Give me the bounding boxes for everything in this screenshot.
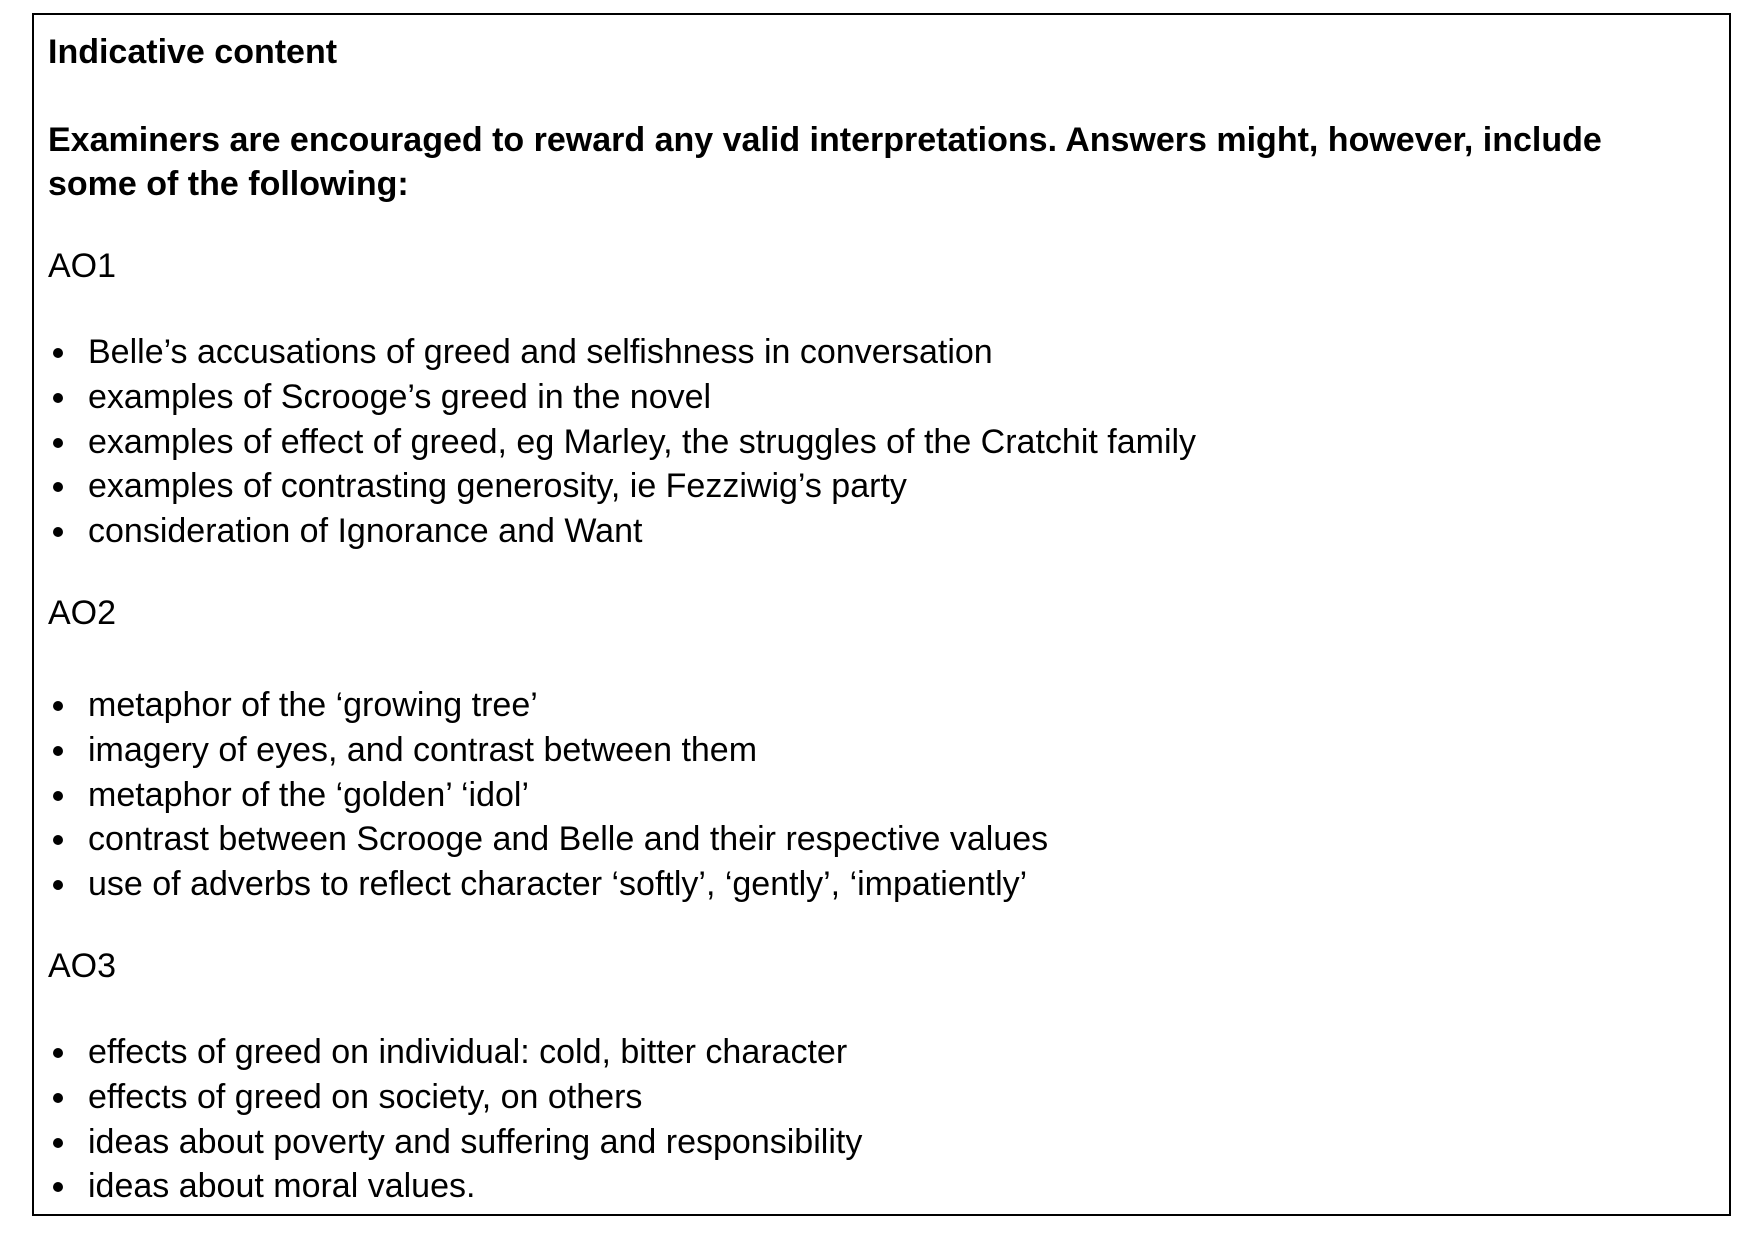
list-item: examples of effect of greed, eg Marley, the struggles of the Cratchit family [48, 420, 1196, 465]
list-item: ideas about moral values. [48, 1164, 862, 1209]
list-item: use of adverbs to reflect character ‘softly’, ‘gently’, ‘impatiently’ [48, 862, 1048, 907]
heading: Indicative content [48, 33, 338, 71]
section-label-ao1: AO1 [48, 247, 117, 285]
list-item: examples of Scrooge’s greed in the novel [48, 375, 1196, 420]
list-item: metaphor of the ‘growing tree’ [48, 683, 1048, 728]
list-item: examples of contrasting generosity, ie Fezziwig’s party [48, 464, 1196, 509]
section-label-ao2: AO2 [48, 594, 117, 632]
bullet-list-ao1 [48, 330, 1196, 554]
intro-text: Examiners are encouraged to reward any valid interpretations. Answers might, however, include some of the following: [48, 121, 1602, 203]
bullet-list-ao3 [48, 1030, 862, 1209]
list-item: consideration of Ignorance and Want [48, 509, 1196, 554]
list-item: effects of greed on society, on others [48, 1075, 862, 1120]
bullet-list-ao2 [48, 683, 1048, 907]
list-item: metaphor of the ‘golden’ ‘idol’ [48, 773, 1048, 818]
list-item: Belle’s accusations of greed and selfishness in conversation [48, 330, 1196, 375]
section-label-ao3: AO3 [48, 947, 117, 985]
list-item: ideas about poverty and suffering and responsibility [48, 1120, 862, 1165]
list-item: contrast between Scrooge and Belle and their respective values [48, 817, 1048, 862]
list-item: effects of greed on individual: cold, bitter character [48, 1030, 862, 1075]
list-item: imagery of eyes, and contrast between them [48, 728, 1048, 773]
